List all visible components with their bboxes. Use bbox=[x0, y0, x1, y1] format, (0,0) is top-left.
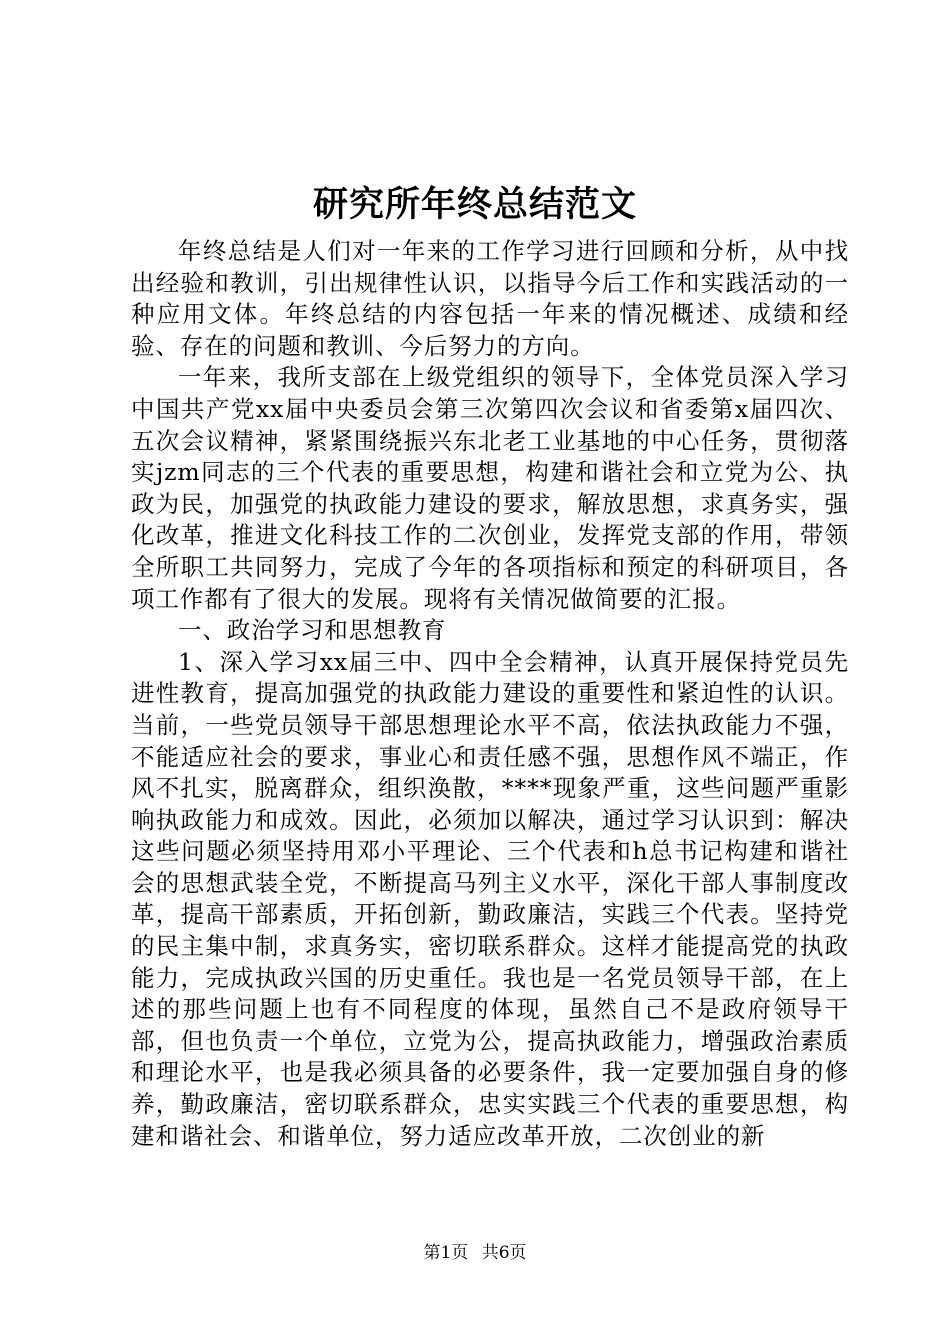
document-title: 研究所年终总结范文 bbox=[312, 184, 637, 226]
body-paragraph-intro: 年终总结是人们对一年来的工作学习进行回顾和分析，从中找出经验和教训，引出规律性认识，以指导今后工作和实践活动的一种应用文体。年终总结的内容包括一年来的情况概述、成绩和经验、存在的问题和教训、今后努力的方向。 bbox=[131, 237, 849, 360]
body-paragraph-summary: 一年来，我所支部在上级党组织的领导下，全体党员深入学习中国共产党xx届中央委员会第三次第四次会议和省委第x届四次、五次会议精神，紧紧围绕振兴东北老工业基地的中心任务，贯彻落实jzm同志的三个代表的重要思想，构建和谐社会和立党为公、执政为民，加强党的执政能力建设的要求，解放思想，求真务实，强化改革，推进文化科技工作的二次创业，发挥党支部的作用，带领全所职工共同努力，完成了今年的各项指标和预定的科研项目，各项工作都有了很大的发展。现将有关情况做简要的汇报。 bbox=[131, 363, 849, 613]
section-heading: 一、政治学习和思想教育 bbox=[178, 616, 447, 645]
page-total: 共6页 bbox=[481, 1243, 527, 1263]
document-body bbox=[131, 236, 849, 1152]
section-paragraph: 1、深入学习xx届三中、四中全会精神，认真开展保持党员先进性教育，提高加强党的执政能力建设的重要性和紧迫性的认识。当前，一些党员领导干部思想理论水平不高，依法执政能力不强，不能适应社会的要求，事业心和责任感不强，思想作风不端正，作风不扎实，脱离群众，组织涣散，****现象严重，这些问题严重影响执政能力和成效。因此，必须加以解决，通过学习认识到：解决这些问题必须坚持用邓小平理论、三个代表和h总书记构建和谐社会的思想武装全党，不断提高马列主义水平，深化干部人事制度改革，提高干部素质，开拓创新，勤政廉洁，实践三个代表。坚持党的民主集中制，求真务实，密切联系群众。这样才能提高党的执政能力，完成执政兴国的历史重任。我也是一名党员领导干部，在上述的那些问题上也有不同程度的体现，虽然自己不是政府领导干部，但也负责一个单位，立党为公，提高执政能力，增强政治素质和理论水平，也是我必须具备的必要条件，我一定要加强自身的修养，勤政廉洁，密切联系群众，忠实实践三个代表的重要思想，构建和谐社会、和谐单位，努力适应改革开放，二次创业的新 bbox=[131, 647, 849, 1150]
page-footer bbox=[0, 1242, 950, 1264]
page-number: 第1页 bbox=[423, 1243, 469, 1263]
